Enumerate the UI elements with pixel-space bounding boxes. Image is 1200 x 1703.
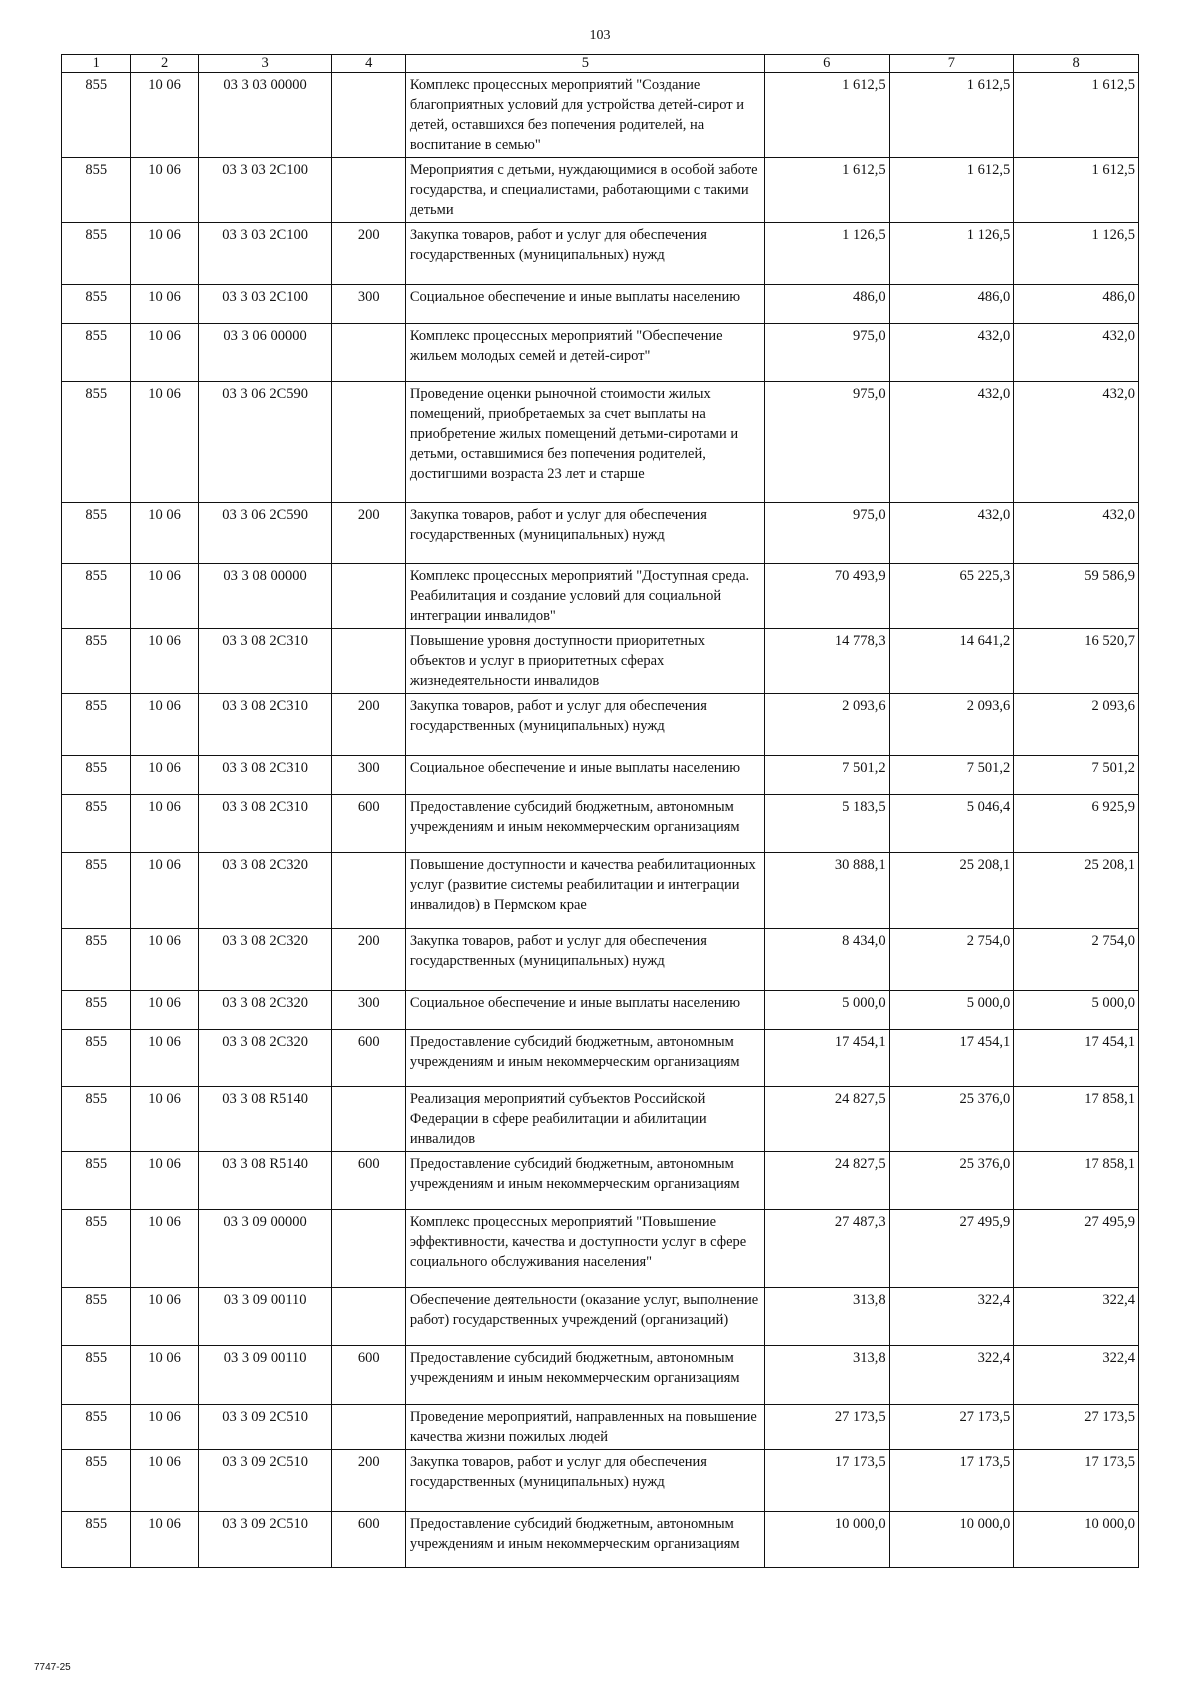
- section-code-cell: 10 06: [131, 564, 198, 629]
- target-article-cell: 03 3 03 2С100: [198, 285, 332, 324]
- amount-col7-cell: 2 754,0: [889, 929, 1014, 991]
- column-number-3: 3: [198, 55, 332, 73]
- amount-col8-cell: 1 612,5: [1014, 158, 1139, 223]
- amount-col6-cell: 27 487,3: [764, 1210, 889, 1288]
- item-name-cell: Закупка товаров, работ и услуг для обеспечения государственных (муниципальных) нужд: [405, 223, 764, 285]
- amount-col8-cell: 25 208,1: [1014, 853, 1139, 929]
- admin-code-cell: 855: [62, 324, 131, 382]
- item-name-cell: Проведение мероприятий, направленных на повышение качества жизни пожилых людей: [405, 1405, 764, 1450]
- admin-code-cell: 855: [62, 1512, 131, 1568]
- item-name-cell: Комплекс процессных мероприятий "Повышение эффективности, качества и доступности услуг в сфере социального обслуживания населения": [405, 1210, 764, 1288]
- section-code-cell: 10 06: [131, 285, 198, 324]
- expense-type-cell: 200: [332, 503, 405, 564]
- admin-code-cell: 855: [62, 1210, 131, 1288]
- expense-type-cell: [332, 1087, 405, 1152]
- amount-col7-cell: 5 000,0: [889, 991, 1014, 1030]
- section-code-cell: 10 06: [131, 1512, 198, 1568]
- amount-col8-cell: 1 612,5: [1014, 73, 1139, 158]
- budget-table: [61, 54, 1139, 1568]
- expense-type-cell: 600: [332, 795, 405, 853]
- amount-col6-cell: 7 501,2: [764, 756, 889, 795]
- item-name-cell: Закупка товаров, работ и услуг для обеспечения государственных (муниципальных) нужд: [405, 1450, 764, 1512]
- admin-code-cell: 855: [62, 1087, 131, 1152]
- expense-type-cell: 200: [332, 223, 405, 285]
- item-name-cell: Социальное обеспечение и иные выплаты населению: [405, 285, 764, 324]
- item-name-cell: Предоставление субсидий бюджетным, автономным учреждениям и иным некоммерческим организациям: [405, 795, 764, 853]
- target-article-cell: 03 3 08 2С310: [198, 694, 332, 756]
- column-number-5: 5: [405, 55, 764, 73]
- admin-code-cell: 855: [62, 795, 131, 853]
- target-article-cell: 03 3 08 2С320: [198, 1030, 332, 1087]
- expense-type-cell: 200: [332, 1450, 405, 1512]
- amount-col6-cell: 24 827,5: [764, 1152, 889, 1210]
- expense-type-cell: 300: [332, 285, 405, 324]
- amount-col6-cell: 10 000,0: [764, 1512, 889, 1568]
- section-code-cell: 10 06: [131, 991, 198, 1030]
- amount-col8-cell: 27 495,9: [1014, 1210, 1139, 1288]
- section-code-cell: 10 06: [131, 1450, 198, 1512]
- section-code-cell: 10 06: [131, 324, 198, 382]
- amount-col6-cell: 975,0: [764, 324, 889, 382]
- table-row: [62, 991, 1139, 1030]
- target-article-cell: 03 3 03 2С100: [198, 223, 332, 285]
- column-number-2: 2: [131, 55, 198, 73]
- amount-col7-cell: 65 225,3: [889, 564, 1014, 629]
- item-name-cell: Социальное обеспечение и иные выплаты населению: [405, 756, 764, 795]
- amount-col8-cell: 10 000,0: [1014, 1512, 1139, 1568]
- table-row: [62, 756, 1139, 795]
- expense-type-cell: 200: [332, 694, 405, 756]
- expense-type-cell: 300: [332, 756, 405, 795]
- column-number-7: 7: [889, 55, 1014, 73]
- amount-col7-cell: 432,0: [889, 324, 1014, 382]
- table-row: [62, 1087, 1139, 1152]
- amount-col7-cell: 25 208,1: [889, 853, 1014, 929]
- table-row: [62, 158, 1139, 223]
- amount-col8-cell: 6 925,9: [1014, 795, 1139, 853]
- table-row: [62, 503, 1139, 564]
- admin-code-cell: 855: [62, 694, 131, 756]
- target-article-cell: 03 3 08 2С310: [198, 795, 332, 853]
- item-name-cell: Комплекс процессных мероприятий "Обеспечение жильем молодых семей и детей-сирот": [405, 324, 764, 382]
- section-code-cell: 10 06: [131, 158, 198, 223]
- table-row: [62, 223, 1139, 285]
- amount-col8-cell: 2 754,0: [1014, 929, 1139, 991]
- item-name-cell: Предоставление субсидий бюджетным, автономным учреждениям и иным некоммерческим организациям: [405, 1512, 764, 1568]
- page-number: 103: [589, 28, 611, 43]
- amount-col6-cell: 14 778,3: [764, 629, 889, 694]
- target-article-cell: 03 3 09 00110: [198, 1288, 332, 1346]
- expense-type-cell: 600: [332, 1512, 405, 1568]
- admin-code-cell: 855: [62, 929, 131, 991]
- amount-col8-cell: 2 093,6: [1014, 694, 1139, 756]
- amount-col6-cell: 17 173,5: [764, 1450, 889, 1512]
- section-code-cell: 10 06: [131, 1087, 198, 1152]
- table-row: [62, 324, 1139, 382]
- budget-table-body: [62, 55, 1139, 1568]
- expense-type-cell: [332, 1210, 405, 1288]
- expense-type-cell: [332, 324, 405, 382]
- amount-col6-cell: 17 454,1: [764, 1030, 889, 1087]
- expense-type-cell: 200: [332, 929, 405, 991]
- table-row: [62, 1450, 1139, 1512]
- expense-type-cell: 300: [332, 991, 405, 1030]
- admin-code-cell: 855: [62, 382, 131, 503]
- amount-col7-cell: 10 000,0: [889, 1512, 1014, 1568]
- item-name-cell: Мероприятия с детьми, нуждающимися в особой заботе государства, и специалистами, работающими с такими детьми: [405, 158, 764, 223]
- admin-code-cell: 855: [62, 629, 131, 694]
- target-article-cell: 03 3 08 00000: [198, 564, 332, 629]
- target-article-cell: 03 3 06 2С590: [198, 382, 332, 503]
- item-name-cell: Проведение оценки рыночной стоимости жилых помещений, приобретаемых за счет выплаты на приобретение жилых помещений детьми-сиротами и детьми, оставшимися без попечения родителей, достигшими возраста 23 лет и старше: [405, 382, 764, 503]
- expense-type-cell: [332, 853, 405, 929]
- target-article-cell: 03 3 03 00000: [198, 73, 332, 158]
- amount-col6-cell: 975,0: [764, 503, 889, 564]
- target-article-cell: 03 3 08 2С320: [198, 991, 332, 1030]
- document-code: 7747-25: [34, 1662, 71, 1673]
- table-row: [62, 929, 1139, 991]
- admin-code-cell: 855: [62, 756, 131, 795]
- amount-col8-cell: 432,0: [1014, 382, 1139, 503]
- expense-type-cell: [332, 73, 405, 158]
- column-number-6: 6: [764, 55, 889, 73]
- amount-col7-cell: 1 126,5: [889, 223, 1014, 285]
- amount-col6-cell: 313,8: [764, 1288, 889, 1346]
- column-number-8: 8: [1014, 55, 1139, 73]
- target-article-cell: 03 3 08 2С320: [198, 929, 332, 991]
- item-name-cell: Закупка товаров, работ и услуг для обеспечения государственных (муниципальных) нужд: [405, 503, 764, 564]
- expense-type-cell: [332, 382, 405, 503]
- amount-col6-cell: 2 093,6: [764, 694, 889, 756]
- amount-col8-cell: 17 858,1: [1014, 1087, 1139, 1152]
- section-code-cell: 10 06: [131, 629, 198, 694]
- table-row: [62, 73, 1139, 158]
- admin-code-cell: 855: [62, 1450, 131, 1512]
- section-code-cell: 10 06: [131, 1152, 198, 1210]
- item-name-cell: Закупка товаров, работ и услуг для обеспечения государственных (муниципальных) нужд: [405, 929, 764, 991]
- section-code-cell: 10 06: [131, 929, 198, 991]
- amount-col6-cell: 975,0: [764, 382, 889, 503]
- amount-col7-cell: 322,4: [889, 1346, 1014, 1405]
- section-code-cell: 10 06: [131, 694, 198, 756]
- target-article-cell: 03 3 08 2С320: [198, 853, 332, 929]
- target-article-cell: 03 3 08 2С310: [198, 756, 332, 795]
- table-row: [62, 1512, 1139, 1568]
- target-article-cell: 03 3 08 2С310: [198, 629, 332, 694]
- section-code-cell: 10 06: [131, 73, 198, 158]
- amount-col7-cell: 27 173,5: [889, 1405, 1014, 1450]
- admin-code-cell: 855: [62, 1346, 131, 1405]
- admin-code-cell: 855: [62, 853, 131, 929]
- amount-col8-cell: 7 501,2: [1014, 756, 1139, 795]
- amount-col6-cell: 8 434,0: [764, 929, 889, 991]
- amount-col8-cell: 432,0: [1014, 503, 1139, 564]
- item-name-cell: Повышение уровня доступности приоритетных объектов и услуг в приоритетных сферах жизнедеятельности инвалидов: [405, 629, 764, 694]
- column-number-row: [62, 55, 1139, 73]
- table-row: [62, 1288, 1139, 1346]
- amount-col8-cell: 486,0: [1014, 285, 1139, 324]
- amount-col8-cell: 17 858,1: [1014, 1152, 1139, 1210]
- item-name-cell: Повышение доступности и качества реабилитационных услуг (развитие системы реабилитации и интеграции инвалидов) в Пермском крае: [405, 853, 764, 929]
- table-row: [62, 285, 1139, 324]
- table-row: [62, 1152, 1139, 1210]
- amount-col7-cell: 432,0: [889, 503, 1014, 564]
- target-article-cell: 03 3 08 R5140: [198, 1152, 332, 1210]
- amount-col6-cell: 313,8: [764, 1346, 889, 1405]
- amount-col7-cell: 2 093,6: [889, 694, 1014, 756]
- amount-col8-cell: 27 173,5: [1014, 1405, 1139, 1450]
- amount-col7-cell: 25 376,0: [889, 1152, 1014, 1210]
- target-article-cell: 03 3 09 00000: [198, 1210, 332, 1288]
- admin-code-cell: 855: [62, 1030, 131, 1087]
- column-number-4: 4: [332, 55, 405, 73]
- amount-col6-cell: 24 827,5: [764, 1087, 889, 1152]
- amount-col7-cell: 25 376,0: [889, 1087, 1014, 1152]
- amount-col8-cell: 17 454,1: [1014, 1030, 1139, 1087]
- item-name-cell: Предоставление субсидий бюджетным, автономным учреждениям и иным некоммерческим организациям: [405, 1346, 764, 1405]
- section-code-cell: 10 06: [131, 1288, 198, 1346]
- admin-code-cell: 855: [62, 223, 131, 285]
- amount-col8-cell: 322,4: [1014, 1346, 1139, 1405]
- section-code-cell: 10 06: [131, 223, 198, 285]
- target-article-cell: 03 3 09 2С510: [198, 1405, 332, 1450]
- amount-col6-cell: 5 183,5: [764, 795, 889, 853]
- amount-col8-cell: 1 126,5: [1014, 223, 1139, 285]
- amount-col7-cell: 322,4: [889, 1288, 1014, 1346]
- target-article-cell: 03 3 06 00000: [198, 324, 332, 382]
- section-code-cell: 10 06: [131, 1030, 198, 1087]
- section-code-cell: 10 06: [131, 853, 198, 929]
- expense-type-cell: [332, 564, 405, 629]
- amount-col8-cell: 17 173,5: [1014, 1450, 1139, 1512]
- target-article-cell: 03 3 03 2С100: [198, 158, 332, 223]
- amount-col6-cell: 1 126,5: [764, 223, 889, 285]
- table-row: [62, 1030, 1139, 1087]
- expense-type-cell: 600: [332, 1346, 405, 1405]
- amount-col8-cell: 322,4: [1014, 1288, 1139, 1346]
- table-row: [62, 564, 1139, 629]
- amount-col6-cell: 1 612,5: [764, 73, 889, 158]
- column-number-1: 1: [62, 55, 131, 73]
- amount-col8-cell: 16 520,7: [1014, 629, 1139, 694]
- item-name-cell: Комплекс процессных мероприятий "Создание благоприятных условий для устройства детей-сирот и детей, оставшихся без попечения родителей, на воспитание в семью": [405, 73, 764, 158]
- amount-col8-cell: 59 586,9: [1014, 564, 1139, 629]
- item-name-cell: Обеспечение деятельности (оказание услуг, выполнение работ) государственных учреждений (организаций): [405, 1288, 764, 1346]
- target-article-cell: 03 3 08 R5140: [198, 1087, 332, 1152]
- amount-col6-cell: 486,0: [764, 285, 889, 324]
- table-row: [62, 694, 1139, 756]
- admin-code-cell: 855: [62, 1405, 131, 1450]
- table-row: [62, 853, 1139, 929]
- section-code-cell: 10 06: [131, 1405, 198, 1450]
- table-row: [62, 382, 1139, 503]
- admin-code-cell: 855: [62, 1288, 131, 1346]
- amount-col7-cell: 17 173,5: [889, 1450, 1014, 1512]
- section-code-cell: 10 06: [131, 1210, 198, 1288]
- item-name-cell: Комплекс процессных мероприятий "Доступная среда. Реабилитация и создание условий для социальной интеграции инвалидов": [405, 564, 764, 629]
- item-name-cell: Предоставление субсидий бюджетным, автономным учреждениям и иным некоммерческим организациям: [405, 1152, 764, 1210]
- table-row: [62, 629, 1139, 694]
- amount-col7-cell: 486,0: [889, 285, 1014, 324]
- section-code-cell: 10 06: [131, 503, 198, 564]
- target-article-cell: 03 3 09 2С510: [198, 1450, 332, 1512]
- table-row: [62, 1210, 1139, 1288]
- amount-col6-cell: 70 493,9: [764, 564, 889, 629]
- section-code-cell: 10 06: [131, 756, 198, 795]
- admin-code-cell: 855: [62, 73, 131, 158]
- target-article-cell: 03 3 09 2С510: [198, 1512, 332, 1568]
- amount-col7-cell: 7 501,2: [889, 756, 1014, 795]
- table-row: [62, 795, 1139, 853]
- table-row: [62, 1405, 1139, 1450]
- expense-type-cell: 600: [332, 1030, 405, 1087]
- expense-type-cell: [332, 629, 405, 694]
- amount-col8-cell: 432,0: [1014, 324, 1139, 382]
- admin-code-cell: 855: [62, 158, 131, 223]
- amount-col8-cell: 5 000,0: [1014, 991, 1139, 1030]
- expense-type-cell: [332, 1288, 405, 1346]
- amount-col6-cell: 5 000,0: [764, 991, 889, 1030]
- admin-code-cell: 855: [62, 503, 131, 564]
- item-name-cell: Реализация мероприятий субъектов Российской Федерации в сфере реабилитации и абилитации инвалидов: [405, 1087, 764, 1152]
- admin-code-cell: 855: [62, 991, 131, 1030]
- section-code-cell: 10 06: [131, 382, 198, 503]
- target-article-cell: 03 3 09 00110: [198, 1346, 332, 1405]
- amount-col7-cell: 5 046,4: [889, 795, 1014, 853]
- item-name-cell: Закупка товаров, работ и услуг для обеспечения государственных (муниципальных) нужд: [405, 694, 764, 756]
- item-name-cell: Социальное обеспечение и иные выплаты населению: [405, 991, 764, 1030]
- expense-type-cell: 600: [332, 1152, 405, 1210]
- expense-type-cell: [332, 158, 405, 223]
- amount-col7-cell: 1 612,5: [889, 158, 1014, 223]
- amount-col7-cell: 27 495,9: [889, 1210, 1014, 1288]
- admin-code-cell: 855: [62, 1152, 131, 1210]
- section-code-cell: 10 06: [131, 795, 198, 853]
- section-code-cell: 10 06: [131, 1346, 198, 1405]
- amount-col7-cell: 14 641,2: [889, 629, 1014, 694]
- amount-col6-cell: 1 612,5: [764, 158, 889, 223]
- amount-col7-cell: 432,0: [889, 382, 1014, 503]
- amount-col6-cell: 27 173,5: [764, 1405, 889, 1450]
- target-article-cell: 03 3 06 2С590: [198, 503, 332, 564]
- table-row: [62, 1346, 1139, 1405]
- amount-col6-cell: 30 888,1: [764, 853, 889, 929]
- amount-col7-cell: 1 612,5: [889, 73, 1014, 158]
- expense-type-cell: [332, 1405, 405, 1450]
- item-name-cell: Предоставление субсидий бюджетным, автономным учреждениям и иным некоммерческим организациям: [405, 1030, 764, 1087]
- admin-code-cell: 855: [62, 564, 131, 629]
- amount-col7-cell: 17 454,1: [889, 1030, 1014, 1087]
- admin-code-cell: 855: [62, 285, 131, 324]
